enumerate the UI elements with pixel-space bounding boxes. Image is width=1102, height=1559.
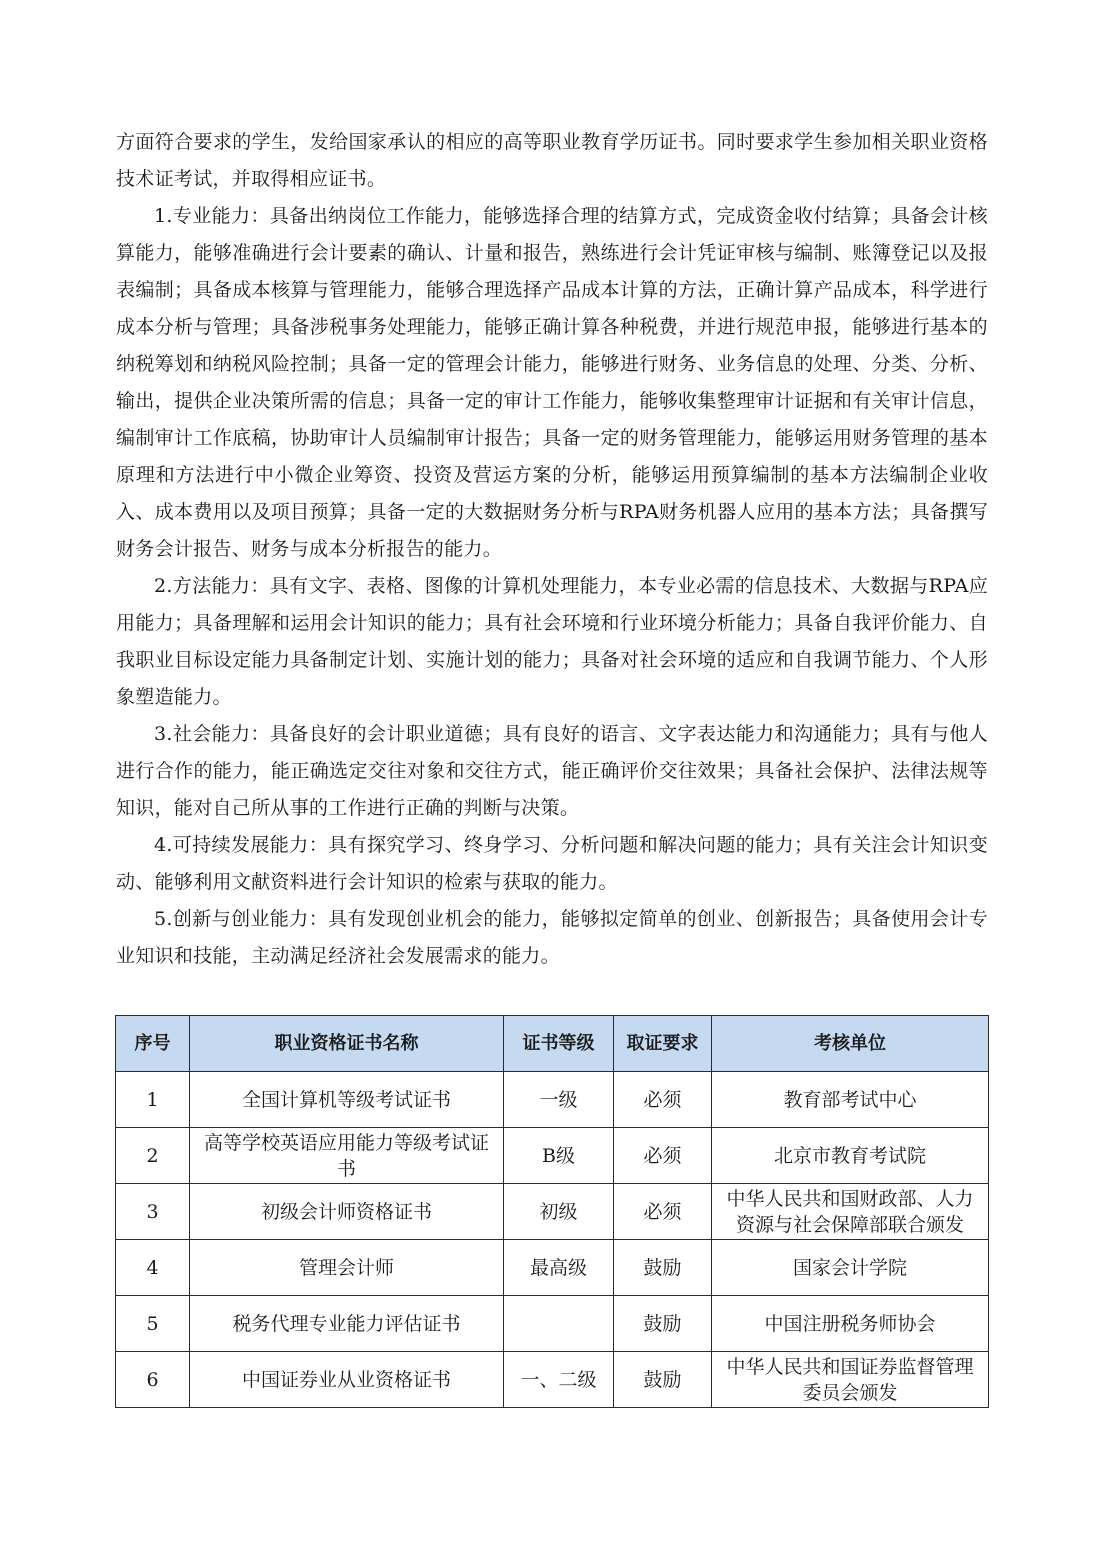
paragraph-social-ability: 3.社会能力：具备良好的会计职业道德；具有良好的语言、文字表达能力和沟通能力；具有与他人进行合作的能力，能正确选定交往对象和交往方式，能正确评价交往效果；具备社会保护、法律法规等知识，能对自己所从事的工作进行正确的判断与决策。: [116, 723, 988, 819]
cell-certificate-name: 中国证券业从业资格证书: [190, 1352, 504, 1408]
cell-certificate-name: 全国计算机等级考试证书: [190, 1072, 504, 1128]
header-index: 序号: [116, 1016, 190, 1072]
cell-certificate-name: 税务代理专业能力评估证书: [190, 1296, 504, 1352]
cell-requirement: 必须: [614, 1184, 712, 1240]
table-row: [116, 1072, 989, 1128]
cell-index: 1: [116, 1072, 190, 1128]
cell-requirement: 鼓励: [614, 1352, 712, 1408]
cell-requirement: 鼓励: [614, 1240, 712, 1296]
cell-certificate-level: 最高级: [504, 1240, 614, 1296]
cell-certificate-name: 高等学校英语应用能力等级考试证书: [190, 1128, 504, 1184]
header-issuing-unit: 考核单位: [712, 1016, 989, 1072]
cell-index: 6: [116, 1352, 190, 1408]
cell-issuing-unit: 中华人民共和国证券监督管理委员会颁发: [712, 1352, 989, 1408]
cell-issuing-unit: 国家会计学院: [712, 1240, 989, 1296]
table-row: [116, 1352, 989, 1408]
table-row: [116, 1240, 989, 1296]
paragraph-innovation-ability: 5.创新与创业能力：具有发现创业机会的能力，能够拟定简单的创业、创新报告；具备使用会计专业知识和技能，主动满足经济社会发展需求的能力。: [116, 908, 988, 967]
table-row: [116, 1184, 989, 1240]
header-requirement: 取证要求: [614, 1016, 712, 1072]
cell-certificate-name: 初级会计师资格证书: [190, 1184, 504, 1240]
header-certificate-name: 职业资格证书名称: [190, 1016, 504, 1072]
cell-certificate-level: 一、二级: [504, 1352, 614, 1408]
cell-index: 5: [116, 1296, 190, 1352]
table-row: [116, 1128, 989, 1184]
document-body: [116, 124, 988, 975]
paragraph-intro: 方面符合要求的学生，发给国家承认的相应的高等职业教育学历证书。同时要求学生参加相关职业资格技术证考试，并取得相应证书。: [116, 131, 988, 190]
cell-issuing-unit: 北京市教育考试院: [712, 1128, 989, 1184]
cell-index: 2: [116, 1128, 190, 1184]
cell-certificate-level: 一级: [504, 1072, 614, 1128]
cell-requirement: 必须: [614, 1072, 712, 1128]
cell-certificate-level: 初级: [504, 1184, 614, 1240]
cell-index: 3: [116, 1184, 190, 1240]
cell-requirement: 鼓励: [614, 1296, 712, 1352]
cell-issuing-unit: 教育部考试中心: [712, 1072, 989, 1128]
cell-requirement: 必须: [614, 1128, 712, 1184]
paragraph-sustainable-ability: 4.可持续发展能力：具有探究学习、终身学习、分析问题和解决问题的能力；具有关注会计知识变动、能够利用文献资料进行会计知识的检索与获取的能力。: [116, 834, 988, 893]
cell-certificate-name: 管理会计师: [190, 1240, 504, 1296]
cell-issuing-unit: 中华人民共和国财政部、人力资源与社会保障部联合颁发: [712, 1184, 989, 1240]
cell-certificate-level: B级: [504, 1128, 614, 1184]
paragraph-professional-ability: 1.专业能力：具备出纳岗位工作能力，能够选择合理的结算方式，完成资金收付结算；具备会计核算能力，能够准确进行会计要素的确认、计量和报告，熟练进行会计凭证审核与编制、账簿登记以及报表编制；具备成本核算与管理能力，能够合理选择产品成本计算的方法，正确计算产品成本，科学进行成本分析与管理；具备涉税事务处理能力，能够正确计算各种税费，并进行规范申报，能够进行基本的纳税筹划和纳税风险控制；具备一定的管理会计能力，能够进行财务、业务信息的处理、分类、分析、输出，提供企业决策所需的信息；具备一定的审计工作能力，能够收集整理审计证据和有关审计信息，编制审计工作底稿，协助审计人员编制审计报告；具备一定的财务管理能力，能够运用财务管理的基本原理和方法进行中小微企业筹资、投资及营运方案的分析，能够运用预算编制的基本方法编制企业收入、成本费用以及项目预算；具备一定的大数据财务分析与RPA财务机器人应用的基本方法；具备撰写财务会计报告、财务与成本分析报告的能力。: [116, 205, 988, 560]
table-header-row: [116, 1016, 989, 1072]
cell-certificate-level: [504, 1296, 614, 1352]
certificate-table: [115, 1015, 989, 1408]
cell-issuing-unit: 中国注册税务师协会: [712, 1296, 989, 1352]
paragraph-method-ability: 2.方法能力：具有文字、表格、图像的计算机处理能力，本专业必需的信息技术、大数据与RPA应用能力；具备理解和运用会计知识的能力；具有社会环境和行业环境分析能力；具备自我评价能力、自我职业目标设定能力具备制定计划、实施计划的能力；具备对社会环境的适应和自我调节能力、个人形象塑造能力。: [116, 575, 988, 708]
cell-index: 4: [116, 1240, 190, 1296]
table-row: [116, 1296, 989, 1352]
header-certificate-level: 证书等级: [504, 1016, 614, 1072]
